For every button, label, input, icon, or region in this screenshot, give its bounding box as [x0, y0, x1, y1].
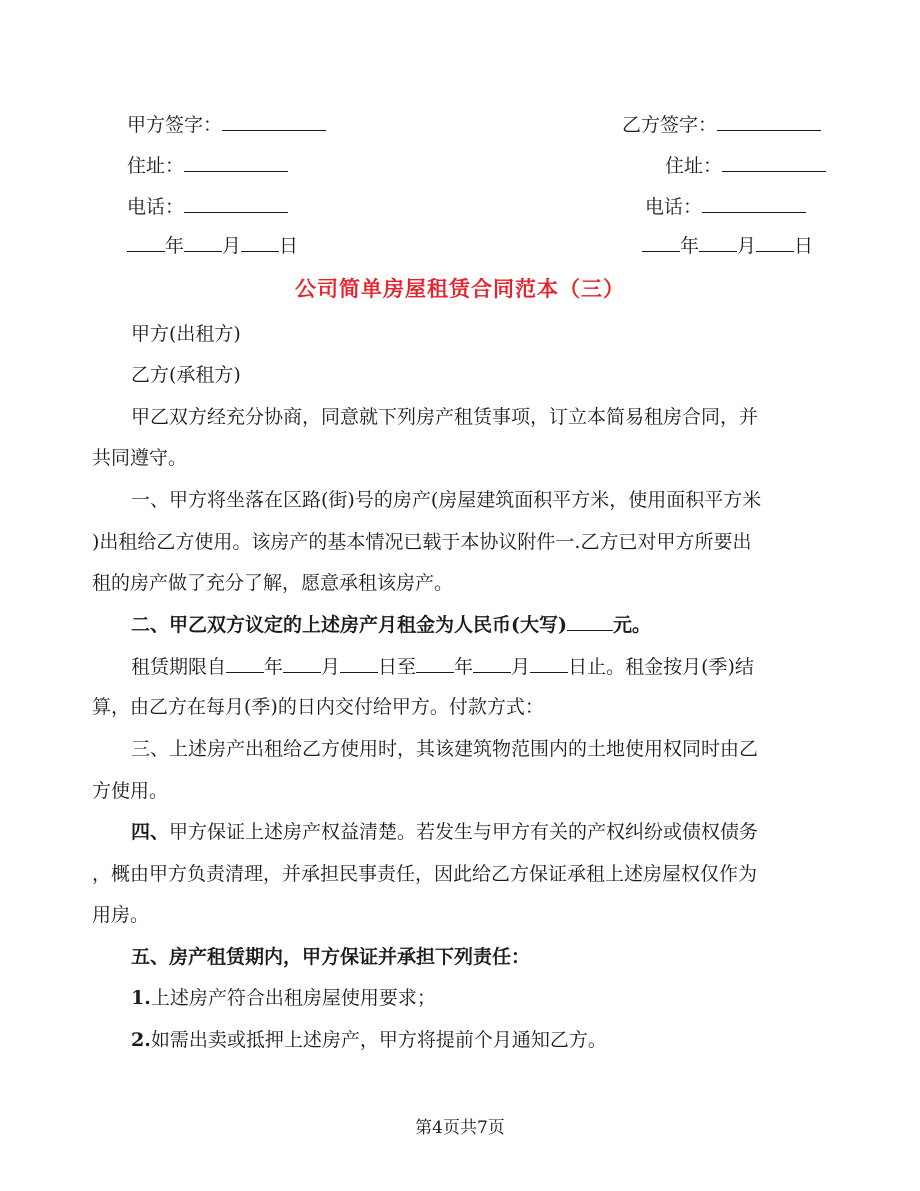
lease-term-line-2: 算，由乙方在每月(季)的日内交付给甲方。付款方式： — [92, 696, 544, 718]
party-b-day-blank — [756, 233, 794, 252]
party-b-phone-label: 电话： — [645, 196, 703, 218]
party-a-phone-label: 电话： — [127, 196, 185, 218]
lease-term-prefix: 租赁期限自 — [131, 656, 227, 678]
party-b-date-line — [642, 233, 813, 258]
clause-1-line-2: )出租给乙方使用。该房产的基本情况已载于本协议附件一.乙方已对甲方所要出 — [92, 531, 752, 553]
lease-start-year: 年 — [264, 656, 284, 678]
party-b-sign-blank — [717, 112, 821, 131]
party-a-day: 日 — [279, 235, 299, 257]
party-a-date-line — [127, 233, 298, 258]
party-a-address-line — [127, 153, 288, 178]
party-b-address-blank — [722, 153, 826, 172]
party-a-address-blank — [184, 153, 288, 172]
party-b-year-blank — [642, 233, 680, 252]
lease-day-to: 日至 — [378, 656, 417, 678]
lease-end-month: 月 — [511, 656, 531, 678]
party-a-sign-line — [127, 112, 326, 137]
lease-day-end: 日止。租金按月(季)结 — [568, 656, 754, 678]
page-number: 第4页共7页 — [415, 1118, 505, 1138]
list-item-1 — [131, 986, 436, 1010]
party-b-day: 日 — [794, 235, 814, 257]
party-a-sign-blank — [222, 112, 326, 131]
lease-end-year: 年 — [454, 656, 474, 678]
party-b-phone-line — [645, 194, 806, 219]
party-b-month-blank — [699, 233, 737, 252]
clause-1-line-3: 租的房产做了充分了解，愿意承租该房产。 — [92, 572, 454, 594]
party-a-year-blank — [127, 233, 165, 252]
party-a-year: 年 — [165, 235, 185, 257]
party-a-month: 月 — [222, 235, 242, 257]
clause-2-text: 二、甲乙双方议定的上述房产月租金为人民币(大写) — [131, 614, 567, 636]
contract-title: 公司简单房屋租赁合同范本（三） — [295, 276, 625, 301]
lease-end-day-blank — [530, 654, 568, 673]
clause-3-line-2: 方使用。 — [92, 780, 169, 802]
party-a-month-blank — [184, 233, 222, 252]
intro-line-2: 共同遵守。 — [92, 447, 188, 469]
lease-start-month: 月 — [321, 656, 341, 678]
party-b-sign-label: 乙方签字： — [622, 114, 718, 136]
lease-start-year-blank — [226, 654, 264, 673]
list-item-2-text: 如需出卖或抵押上述房产，甲方将提前个月通知乙方。 — [150, 1029, 607, 1051]
intro-line-1: 甲乙双方经充分协商，同意就下列房产租赁事项，订立本简易租房合同，并 — [131, 406, 759, 428]
party-a-day-blank — [241, 233, 279, 252]
lease-end-year-blank — [416, 654, 454, 673]
clause-3-line-1: 三、上述房产出租给乙方使用时，其该建筑物范围内的土地使用权同时由乙 — [131, 738, 759, 760]
clause-5-heading: 五、房产租赁期内，甲方保证并承担下列责任： — [131, 946, 531, 968]
clause-2-line — [131, 612, 651, 637]
party-b-address-label: 住址： — [665, 155, 723, 177]
party-a-role: 甲方(出租方) — [131, 323, 241, 345]
lease-start-month-blank — [283, 654, 321, 673]
list-item-2 — [131, 1028, 607, 1052]
clause-1-line-1: 一、甲方将坐落在区路(街)号的房产(房屋建筑面积平方米，使用面积平方米 — [131, 489, 762, 511]
clause-4-line-3: 用房。 — [92, 904, 150, 926]
party-b-year: 年 — [680, 235, 700, 257]
party-a-address-label: 住址： — [127, 155, 185, 177]
clause-4-text: 甲方保证上述房产权益清楚。若发生与甲方有关的产权纠纷或债权债务 — [169, 821, 759, 843]
party-b-role: 乙方(承租方) — [131, 364, 241, 386]
clause-2-suffix: 元。 — [612, 614, 651, 636]
lease-term-line-1 — [131, 654, 754, 679]
clause-4-line-2: ，概由甲方负责清理，并承担民事责任，因此给乙方保证承租上述房屋权仅作为 — [92, 863, 758, 885]
list-item-1-number: 1. — [131, 987, 151, 1009]
clause-4-number: 四、 — [131, 821, 170, 843]
party-b-address-line — [665, 153, 826, 178]
list-item-2-number: 2. — [131, 1029, 151, 1051]
rent-amount-blank — [567, 612, 613, 631]
clause-4-line-1 — [131, 820, 758, 844]
party-b-sign-line — [622, 112, 821, 137]
party-a-phone-blank — [184, 194, 288, 213]
lease-start-day-blank — [340, 654, 378, 673]
party-a-sign-label: 甲方签字： — [127, 114, 223, 136]
lease-end-month-blank — [473, 654, 511, 673]
party-b-month: 月 — [737, 235, 757, 257]
party-b-phone-blank — [702, 194, 806, 213]
party-a-phone-line — [127, 194, 288, 219]
list-item-1-text: 上述房产符合出租房屋使用要求； — [150, 987, 436, 1009]
